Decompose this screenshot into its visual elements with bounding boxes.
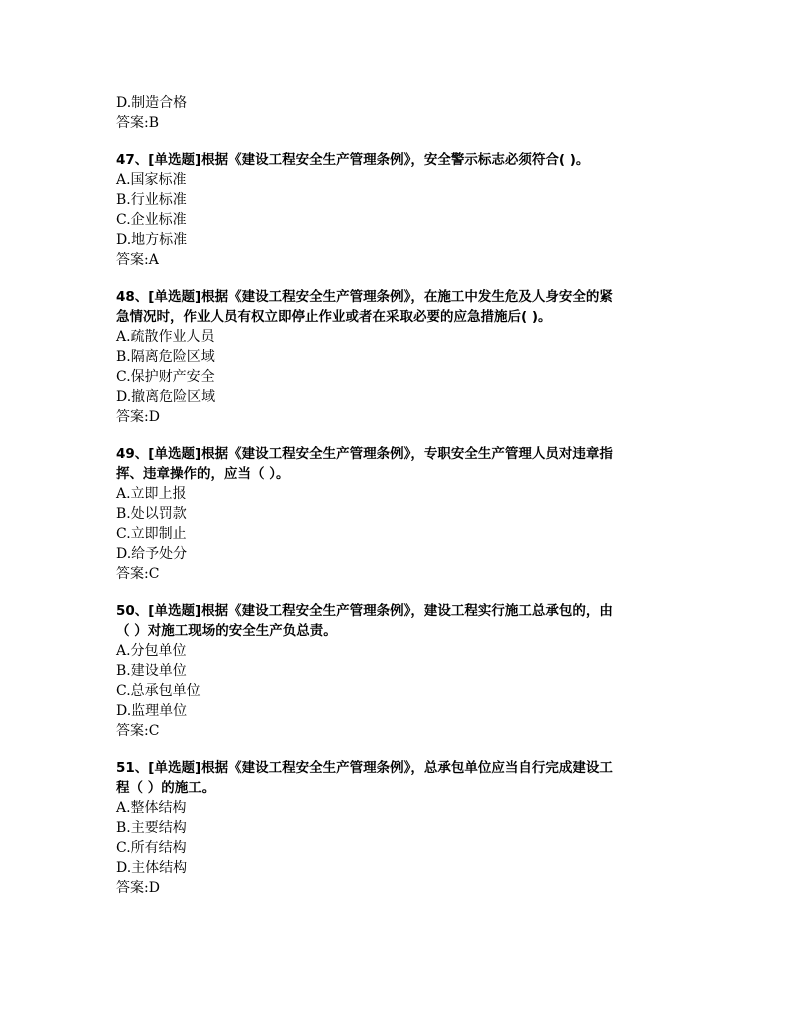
option-d: D.监理单位 (116, 703, 188, 719)
answer: 答案:C (116, 723, 160, 739)
question-title: 50、[单选题]根据《建设工程安全生产管理条例》，建设工程实行施工总承包的，由 (116, 603, 613, 619)
question-title-continued: 程（ ）的施工。 (116, 780, 216, 796)
question-50 (116, 601, 676, 741)
option-c: C.保护财产安全 (116, 369, 215, 385)
option-c: C.所有结构 (116, 840, 187, 856)
question-title: 51、[单选题]根据《建设工程安全生产管理条例》，总承包单位应当自行完成建设工 (116, 760, 613, 776)
option-b: B.主要结构 (116, 820, 187, 836)
question-title: 49、[单选题]根据《建设工程安全生产管理条例》，专职安全生产管理人员对违章指 (116, 446, 613, 462)
answer: 答案:C (116, 566, 160, 582)
option-d: D.制造合格 (116, 95, 188, 111)
option-c: C.企业标准 (116, 212, 187, 228)
answer: 答案:B (116, 115, 160, 131)
question-51 (116, 758, 676, 898)
question-title: 47、[单选题]根据《建设工程安全生产管理条例》，安全警示标志必须符合( )。 (116, 152, 590, 168)
option-d: D.主体结构 (116, 860, 188, 876)
question-48 (116, 287, 676, 427)
question-list (116, 93, 676, 898)
question-title-continued: 挥、违章操作的，应当（ ）。 (116, 466, 290, 482)
option-a: A.疏散作业人员 (116, 329, 215, 345)
option-b: B.建设单位 (116, 663, 187, 679)
option-a: A.国家标准 (116, 172, 187, 188)
option-d: D.给予处分 (116, 546, 188, 562)
option-a: A.整体结构 (116, 800, 187, 816)
option-b: B.行业标准 (116, 192, 187, 208)
option-a: A.立即上报 (116, 486, 187, 502)
previous-question-tail (116, 93, 676, 133)
option-c: C.总承包单位 (116, 683, 201, 699)
answer: 答案:D (116, 409, 160, 425)
option-b: B.处以罚款 (116, 506, 187, 522)
option-d: D.撤离危险区域 (116, 389, 216, 405)
option-b: B.隔离危险区域 (116, 349, 215, 365)
question-title-continued: 急情况时，作业人员有权立即停止作业或者在采取必要的应急措施后( )。 (116, 309, 552, 325)
question-47 (116, 150, 676, 270)
answer: 答案:A (116, 252, 159, 268)
question-title: 48、[单选题]根据《建设工程安全生产管理条例》，在施工中发生危及人身安全的紧 (116, 289, 613, 305)
answer: 答案:D (116, 880, 160, 896)
question-title-continued: （ ）对施工现场的安全生产负总责。 (116, 623, 337, 639)
option-d: D.地方标准 (116, 232, 188, 248)
option-a: A.分包单位 (116, 643, 187, 659)
option-c: C.立即制止 (116, 526, 187, 542)
question-49 (116, 444, 676, 584)
